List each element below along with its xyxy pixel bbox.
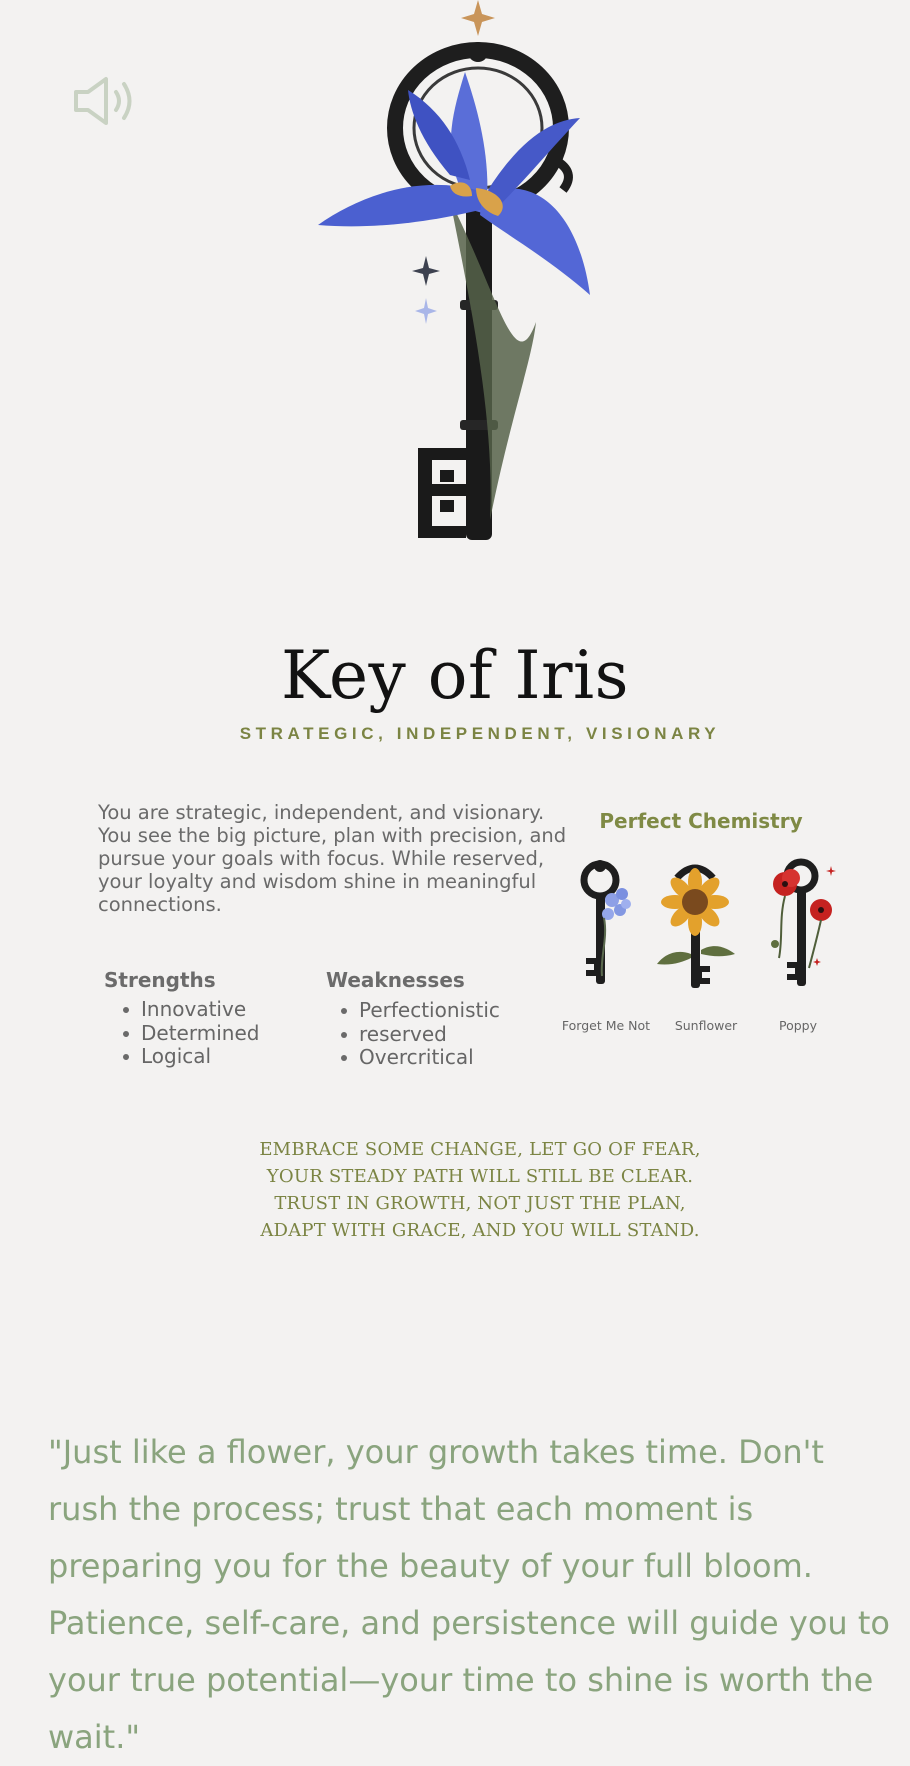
- page-subtitle: STRATEGIC, INDEPENDENT, VISIONARY: [239, 724, 721, 743]
- list-item: Overcritical: [339, 1046, 500, 1070]
- chemistry-label: Sunflower: [674, 1018, 738, 1033]
- personality-description: You are strategic, independent, and visionary. You see the big picture, plan with precision, and pursue your goals with focus. While reserved, your loyalty and wisdom shine in meaningful connections.: [98, 801, 567, 916]
- list-item: Logical: [121, 1045, 259, 1069]
- list-item: Determined: [121, 1022, 259, 1046]
- poem-line: EMBRACE SOME CHANGE, LET GO OF FEAR,: [259, 1139, 701, 1160]
- poem: [0, 1136, 910, 1244]
- sound-toggle-button[interactable]: [72, 74, 144, 128]
- chemistry-label: Forget Me Not: [561, 1018, 651, 1033]
- speaker-volume-icon: [72, 74, 144, 128]
- weaknesses-list: [339, 999, 500, 1070]
- strengths-heading: Strengths: [104, 968, 216, 992]
- list-item: reserved: [339, 1023, 500, 1047]
- poem-line: ADAPT WITH GRACE, AND YOU WILL STAND.: [260, 1220, 700, 1241]
- strengths-list: [121, 998, 259, 1069]
- poem-line: YOUR STEADY PATH WILL STILL BE CLEAR.: [266, 1166, 694, 1187]
- weaknesses-heading: Weaknesses: [326, 968, 465, 992]
- poppy-key-icon: [765, 858, 840, 993]
- forget-me-not-key-icon: [570, 858, 640, 993]
- poem-line: TRUST IN GROWTH, NOT JUST THE PLAN,: [274, 1193, 686, 1214]
- chemistry-label: Poppy: [778, 1018, 817, 1033]
- perfect-chemistry-heading: Perfect Chemistry: [599, 809, 803, 833]
- list-item: Innovative: [121, 998, 259, 1022]
- iris-key-illustration: [300, 0, 620, 560]
- hero-illustration: [300, 0, 620, 560]
- sunflower-key-icon: [655, 858, 735, 993]
- inspirational-quote: "Just like a flower, your growth takes time. Don't rush the process; trust that each moment is preparing you for the beauty of your full bloom. Patience, self-care, and persistence will guide you to your true potential—your time to shine is worth the wait.": [48, 1433, 890, 1756]
- list-item: Perfectionistic: [339, 999, 500, 1023]
- page-title: Key of Iris: [280, 637, 630, 714]
